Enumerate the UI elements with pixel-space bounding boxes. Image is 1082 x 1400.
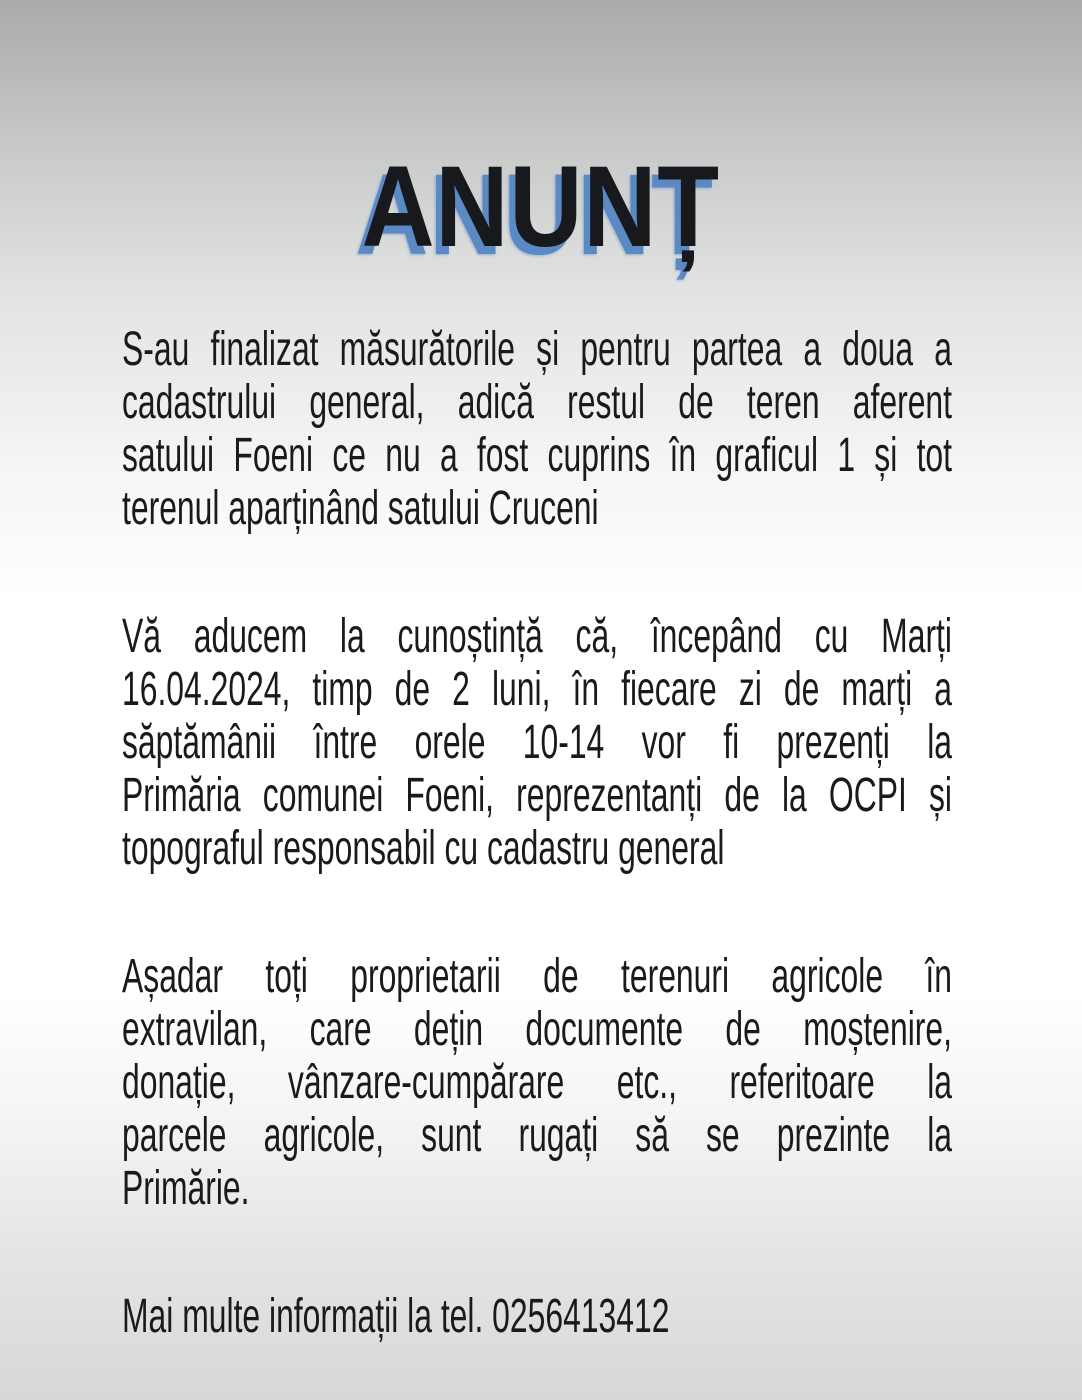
paragraph-line: Așadar toți proprietarii de terenuri agricole în	[122, 950, 952, 1003]
paragraph-line: parcele agricole, sunt rugați să se prezinte la	[122, 1109, 952, 1162]
paragraph-owners-request	[122, 950, 952, 1215]
paragraph-line: topograful responsabil cu cadastru general	[122, 822, 725, 875]
paragraph-line: extravilan, care dețin documente de moștenire,	[122, 1003, 952, 1056]
text-column	[122, 323, 952, 1343]
title-row	[0, 143, 1082, 271]
announcement-body	[122, 323, 1082, 1343]
paragraph-line: Primărie.	[122, 1162, 250, 1215]
page-title: ANUNȚ	[361, 143, 721, 271]
paragraph-line: Vă aducem la cunoștință că, începând cu Marți	[122, 610, 952, 663]
paragraph-line: 16.04.2024, timp de 2 luni, în fiecare zi de marți a	[122, 663, 952, 716]
paragraph-line: cadastrului general, adică restul de teren aferent	[122, 376, 952, 429]
paragraph-line: donație, vânzare-cumpărare etc., referitoare la	[122, 1056, 952, 1109]
paragraph-line: terenul aparținând satului Cruceni	[122, 482, 599, 535]
paragraph-line: săptămânii între orele 10-14 vor fi prezenți la	[122, 716, 952, 769]
paragraph-contact-info	[122, 1290, 952, 1343]
paragraph-line: Mai multe informații la tel. 0256413412	[122, 1290, 670, 1343]
paragraph-line: Primăria comunei Foeni, reprezentanți de la OCPI și	[122, 769, 952, 822]
paragraph-line: satului Foeni ce nu a fost cuprins în graficul 1 și tot	[122, 429, 952, 482]
paragraph-line: S-au finalizat măsurătorile și pentru partea a doua a	[122, 323, 952, 376]
paragraph-schedule	[122, 610, 952, 875]
paragraph-measurements	[122, 323, 952, 535]
